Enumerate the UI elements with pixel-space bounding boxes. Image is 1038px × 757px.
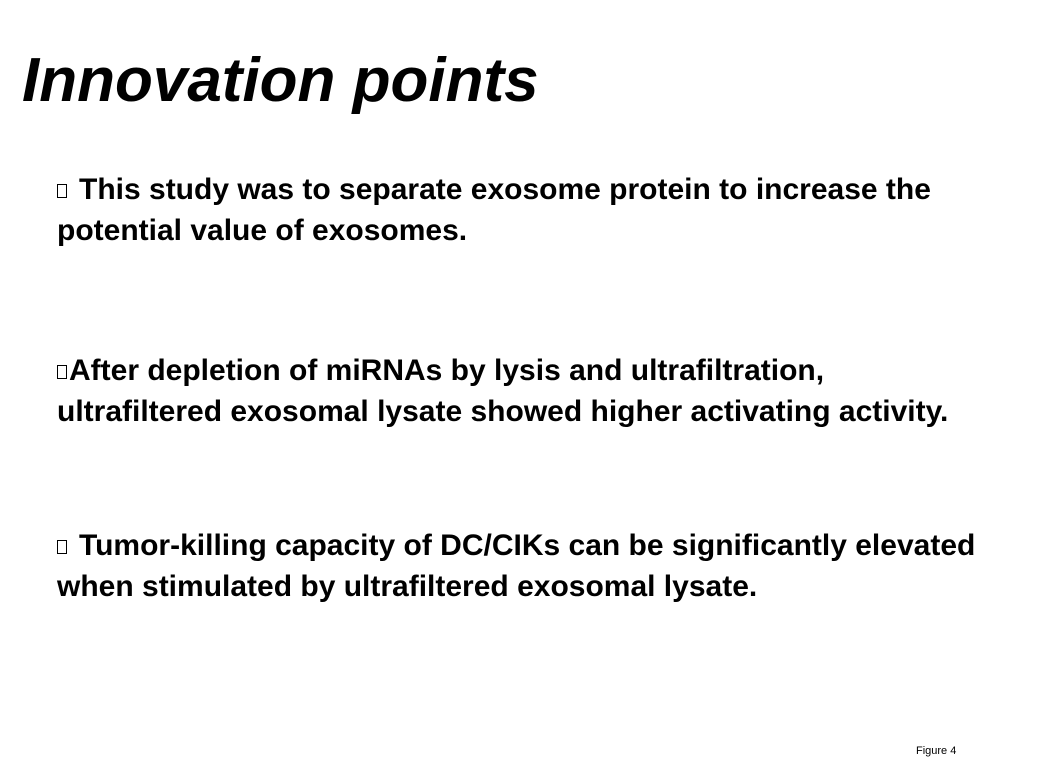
bullet-text-2: After depletion of miRNAs by lysis and ultrafiltration, ultrafiltered exosomal lysate showed higher activating activity. bbox=[57, 354, 949, 428]
box-glyph-icon bbox=[57, 365, 67, 379]
bullet-item-1 bbox=[57, 169, 987, 251]
box-glyph-icon bbox=[57, 540, 67, 554]
footer-note: Figure 4 bbox=[916, 745, 957, 757]
slide-title: Innovation points bbox=[22, 46, 539, 115]
bullet-text-1: This study was to separate exosome protein to increase the potential value of exosomes. bbox=[57, 173, 931, 247]
box-glyph-icon bbox=[57, 184, 67, 198]
bullet-text-3: Tumor-killing capacity of DC/CIKs can be significantly elevated when stimulated by ultrafiltered exosomal lysate. bbox=[57, 529, 976, 603]
bullet-item-3 bbox=[57, 525, 987, 607]
bullet-item-2 bbox=[57, 350, 987, 432]
